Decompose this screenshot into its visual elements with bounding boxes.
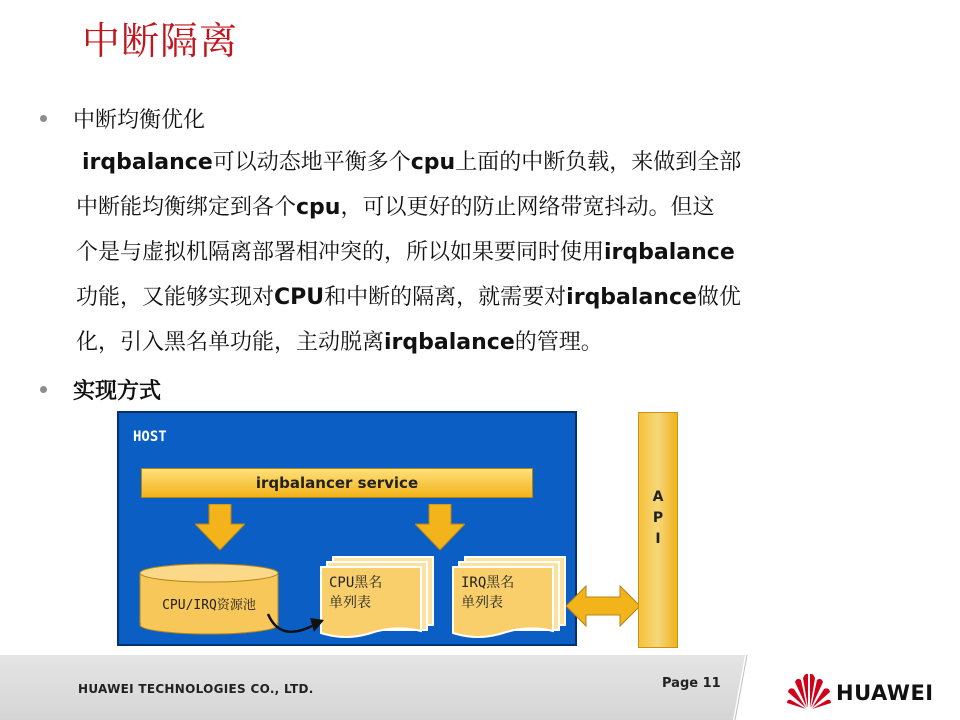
bullet-text-2: 实现方式 (73, 379, 162, 404)
term-irqbalance: irqbalance (82, 150, 213, 175)
host-box (117, 411, 577, 646)
paragraph-line-5 (76, 320, 856, 365)
irq-blacklist-line-1: IRQ黑名 (461, 575, 515, 591)
term-irqbalance: irqbalance (384, 330, 515, 355)
api-bar (638, 412, 678, 648)
bullet-item-1 (40, 103, 205, 134)
text-span: 中断能均衡绑定到各个 (76, 195, 297, 220)
text-span: 做优 (696, 285, 741, 310)
text-span: 功能，又能够实现对 (76, 285, 275, 310)
paragraph-line-1 (76, 140, 856, 185)
bullet-dot-icon (40, 386, 47, 393)
paragraph-line-4 (76, 275, 856, 320)
term-irqbalance: irqbalance (566, 285, 697, 310)
term-cpu: cpu (296, 195, 341, 220)
description-paragraph (76, 140, 856, 365)
irqbalancer-service-bar: irqbalancer service (141, 468, 533, 498)
brand-name: HUAWEI (836, 681, 934, 705)
irq-blacklist-label (461, 573, 514, 613)
huawei-petal-logo-icon (786, 672, 832, 710)
host-label: HOST (133, 429, 167, 445)
term-irqbalance: irqbalance (604, 240, 735, 265)
text-span: 个是与虚拟机隔离部署相冲突的，所以如果要同时使用 (76, 240, 605, 265)
api-letter: A (652, 489, 664, 505)
curved-arrow-icon (260, 608, 330, 642)
cpu-blacklist-label (329, 573, 382, 613)
text-span: 和中断的隔离，就需要对 (324, 285, 567, 310)
down-arrow-icon (415, 504, 465, 550)
text-span: 化，引入黑名单功能，主动脱离 (76, 330, 385, 355)
paragraph-line-2 (76, 185, 856, 230)
footer-divider-icon (733, 655, 763, 720)
bullet-text-1: 中断均衡优化 (73, 108, 206, 133)
page-number: Page 11 (662, 676, 721, 691)
cpu-blacklist-line-1: CPU黑名 (329, 575, 383, 591)
bullet-item-2 (40, 374, 161, 405)
irq-blacklist-line-2: 单列表 (461, 595, 503, 611)
resource-pool-label: CPU/IRQ资源池 (162, 598, 256, 613)
paragraph-line-3 (76, 230, 856, 275)
term-cpu-upper: CPU (274, 285, 325, 310)
text-span: 的管理。 (514, 330, 603, 355)
bullet-dot-icon (40, 115, 47, 122)
api-letter: P (652, 510, 664, 526)
double-arrow-icon (566, 584, 640, 628)
api-letter: I (655, 531, 661, 547)
company-name: HUAWEI TECHNOLOGIES CO., LTD. (78, 682, 314, 696)
down-arrow-icon (195, 504, 245, 550)
text-span: ，可以更好的防止网络带宽抖动。但这 (340, 195, 715, 220)
term-cpu: cpu (410, 150, 456, 175)
text-span: 可以动态地平衡多个 (212, 150, 411, 175)
text-span: 上面的中断负载，来做到全部 (455, 150, 742, 175)
cpu-blacklist-line-2: 单列表 (329, 595, 371, 611)
slide-title: 中断隔离 (82, 19, 239, 63)
